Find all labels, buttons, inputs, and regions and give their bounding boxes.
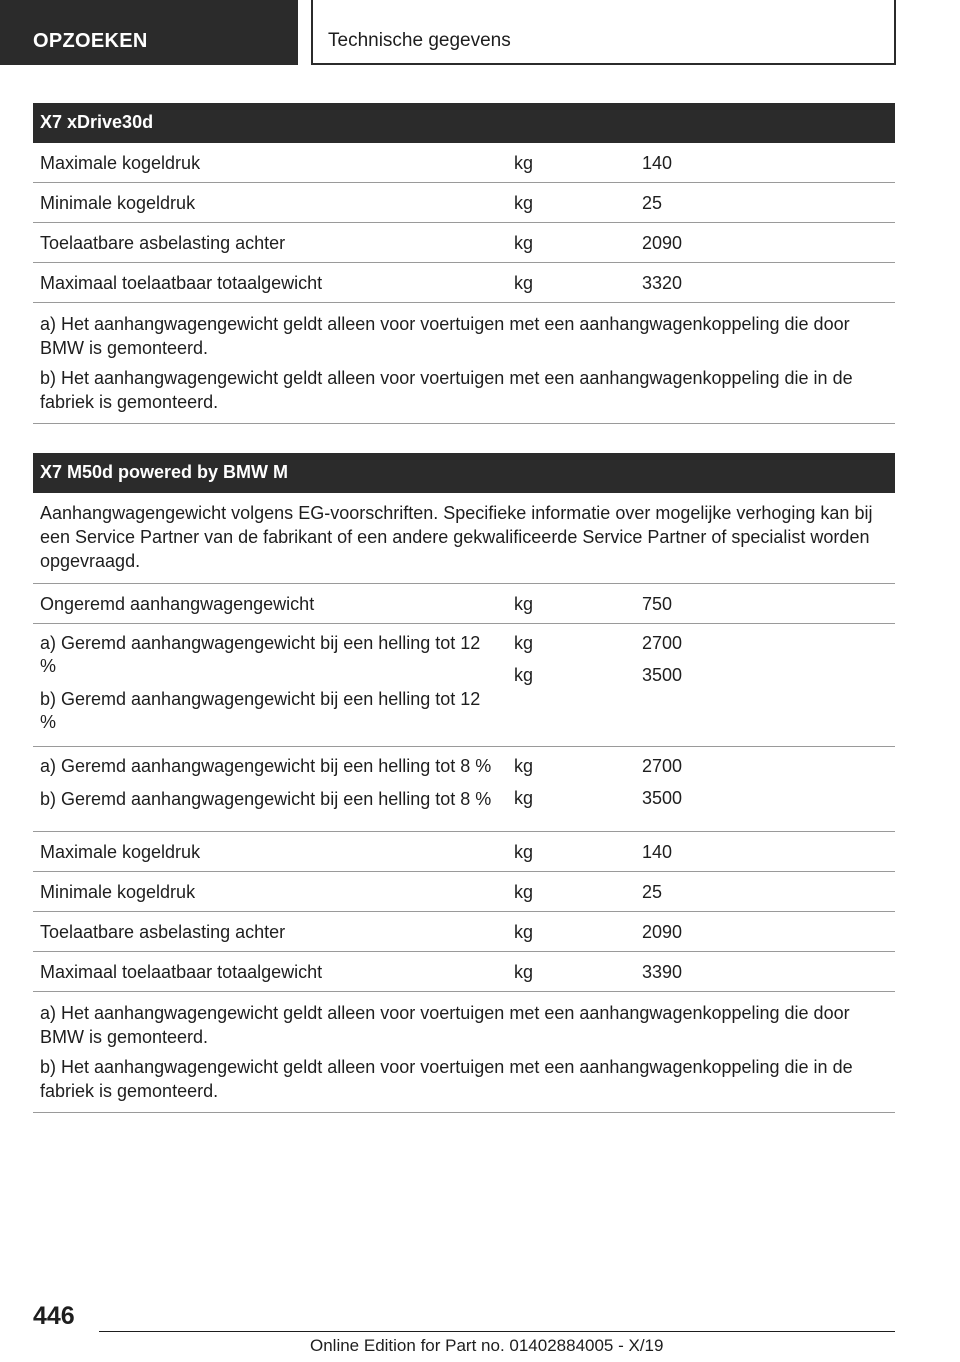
table-row [33,223,895,263]
value-b: 3500 [642,665,683,685]
row-unit: kg [514,153,534,173]
row-unit: kg [514,922,534,942]
row-unit: kg [514,273,534,293]
row-unit: kg [514,594,534,614]
section-tab [0,0,298,65]
row-unit [507,755,635,819]
chapter-tab [311,0,896,65]
row-value: 140 [642,153,673,173]
table-row [33,912,895,952]
spec-table-xdrive30d [33,103,895,424]
table-row [33,584,895,624]
row-unit: kg [514,962,534,982]
row-value: 750 [642,594,673,614]
row-label [33,755,507,819]
row-unit: kg [514,842,534,862]
row-value [635,755,895,819]
unit-b: kg [514,665,534,685]
row-value [635,632,895,734]
unit-b: kg [514,788,534,808]
unit-a: kg [514,633,534,653]
table-row [33,143,895,183]
footer-divider [99,1331,895,1332]
chapter-title: Technische gegevens [328,30,511,51]
table-notes [33,303,895,424]
table-row [33,872,895,912]
table-intro: Aanhangwagengewicht volgens EG-voorschriften. Specifieke informatie over mogelijke verhoging kan bij een Service Partner van de fabrikant of een andere gekwalificeerde Service Partner of specialist worden opgevraagd. [33,493,895,584]
edition-text: Online Edition for Part no. 01402884005 - X/19 [310,1336,664,1355]
value-a: 2700 [642,633,683,653]
table-row [33,263,895,303]
row-label: Maximale kogeldruk [40,153,201,173]
row-label: Maximaal toelaatbaar totaalgewicht [40,962,323,982]
unit-a: kg [514,756,534,776]
note-b: b) Het aanhangwagengewicht geldt alleen voor voertuigen met een aanhangwagenkoppeling die in de fabriek is gemonteerd. [40,1057,853,1101]
label-a: a) Geremd aanhangwagengewicht bij een helling tot 12 % [40,633,481,676]
value-a: 2700 [642,756,683,776]
table-row [33,747,895,832]
row-label: Minimale kogeldruk [40,882,196,902]
row-label: Maximaal toelaatbaar totaalgewicht [40,273,323,293]
spec-table-m50d [33,453,895,1113]
table-notes [33,992,895,1113]
row-label: Minimale kogeldruk [40,193,196,213]
section-title: OPZOEKEN [33,30,148,52]
table-title: X7 M50d powered by BMW M [33,453,895,493]
row-unit: kg [514,193,534,213]
row-unit [507,632,635,734]
row-value: 3390 [642,962,683,982]
table-title: X7 xDrive30d [33,103,895,143]
page-number: 446 [33,1302,75,1330]
row-label [33,632,507,734]
label-b: b) Geremd aanhangwagengewicht bij een helling tot 12 % [40,689,481,732]
table-row [33,624,895,747]
table-row [33,183,895,223]
table-row [33,832,895,872]
row-label: Toelaatbare asbelasting achter [40,922,286,942]
row-value: 140 [642,842,673,862]
value-b: 3500 [642,788,683,808]
note-a: a) Het aanhangwagengewicht geldt alleen voor voertuigen met een aanhangwagenkoppeling die door BMW is gemonteerd. [40,314,850,358]
row-value: 25 [642,882,663,902]
row-unit: kg [514,882,534,902]
row-value: 2090 [642,233,683,253]
row-unit: kg [514,233,534,253]
row-value: 3320 [642,273,683,293]
row-value: 25 [642,193,663,213]
row-label: Ongeremd aanhangwagengewicht [40,594,315,614]
note-b: b) Het aanhangwagengewicht geldt alleen voor voertuigen met een aanhangwagenkoppeling die in de fabriek is gemonteerd. [40,368,853,412]
label-a: a) Geremd aanhangwagengewicht bij een helling tot 8 % [40,756,492,776]
row-label: Maximale kogeldruk [40,842,201,862]
table-row [33,952,895,992]
note-a: a) Het aanhangwagengewicht geldt alleen voor voertuigen met een aanhangwagenkoppeling die door BMW is gemonteerd. [40,1003,850,1047]
row-value: 2090 [642,922,683,942]
label-b: b) Geremd aanhangwagengewicht bij een helling tot 8 % [40,789,492,809]
row-label: Toelaatbare asbelasting achter [40,233,286,253]
